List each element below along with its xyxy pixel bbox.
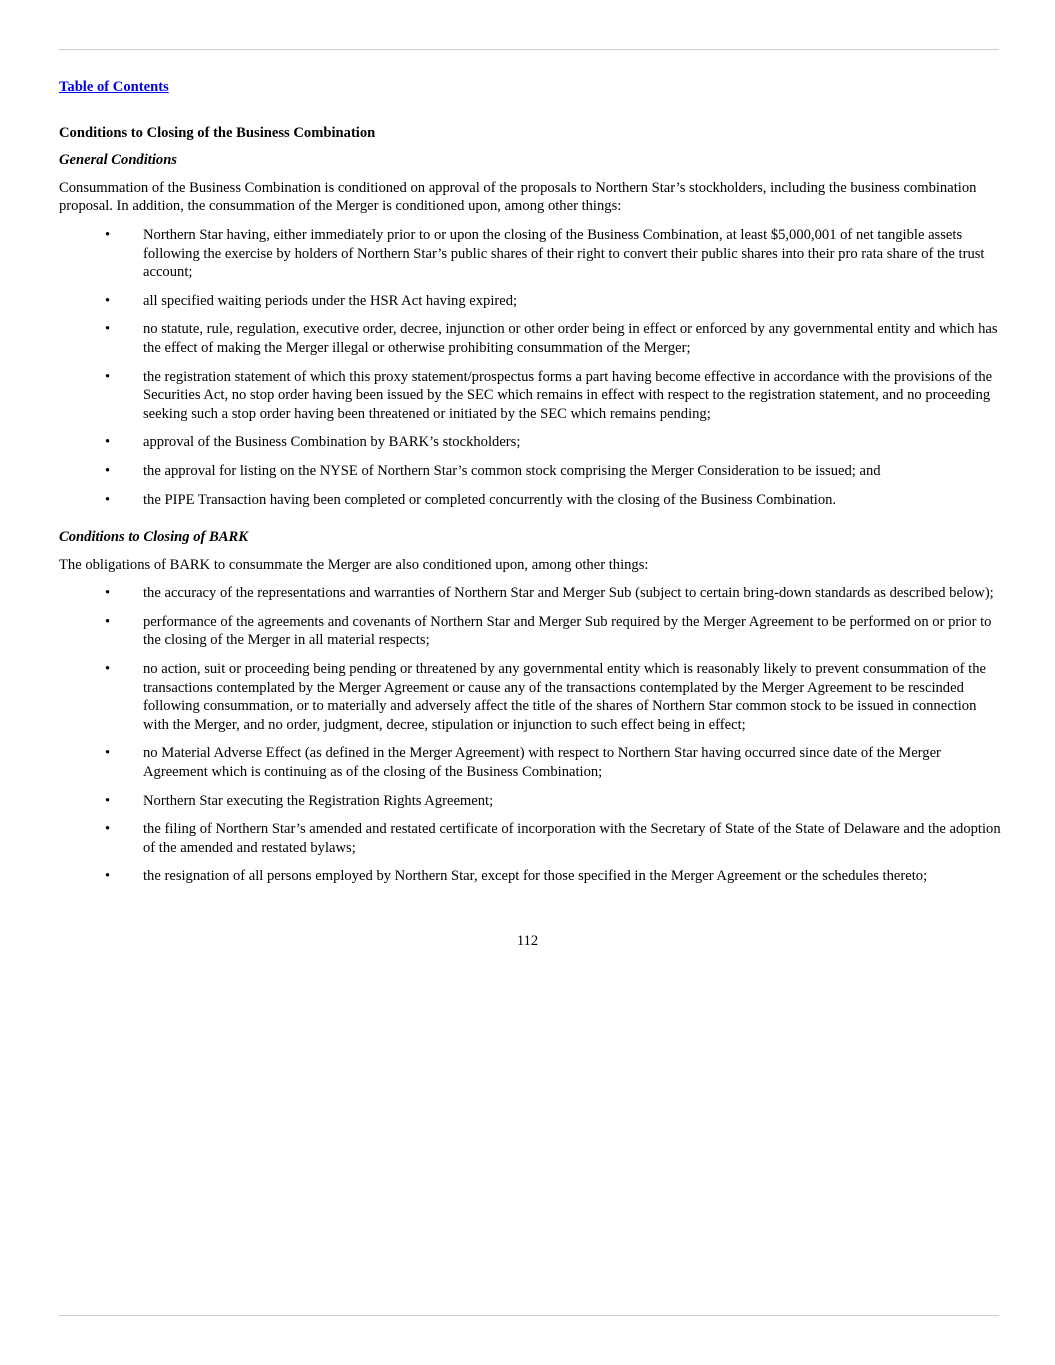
document-body [59, 76, 1005, 886]
bullet-icon: • [105, 661, 111, 678]
list-item-text: performance of the agreements and covenants of Northern Star and Merger Sub required by the Merger Agreement to be performed on or prior to the closing of the Merger in all material respects; [143, 613, 992, 649]
list-item-text: approval of the Business Combination by BARK’s stockholders; [143, 434, 521, 451]
list-item [59, 584, 1005, 603]
bullet-icon: • [105, 368, 111, 385]
bark-conditions-heading: Conditions to Closing of BARK [59, 529, 248, 546]
bullet-icon: • [105, 868, 111, 885]
bullet-icon: • [105, 462, 111, 479]
list-item-text: Northern Star executing the Registration Rights Agreement; [143, 792, 494, 809]
list-item-text: no statute, rule, regulation, executive order, decree, injunction or other order being in effect or enforced by any governmental entity and which has the effect of making the Merger illegal or otherwise prohibiting consummation of the Merger; [143, 321, 998, 356]
bullet-icon: • [105, 792, 111, 809]
list-item-text: no action, suit or proceeding being pending or threatened by any governmental entity which is reasonably likely to prevent consummation of the transactions contemplated by the Merger Agreement or cause any of the transactions contemplated by the Merger Agreement to be rescinded following consummation, or to materially and adversely affect the title of the shares of Northern Star common stock to be issued in connection with the Merger, and no order, judgment, decree, stipulation or injunction to such effect being in effect; [143, 661, 986, 733]
list-item [59, 744, 1005, 781]
list-item [59, 613, 1005, 650]
bullet-icon: • [105, 434, 111, 451]
bullet-icon: • [105, 745, 111, 762]
list-item [59, 433, 1005, 452]
list-item-text: the filing of Northern Star’s amended and restated certificate of incorporation with the Secretary of State of the State of Delaware and the adoption of the amended and restated bylaws; [143, 821, 1001, 856]
list-item-text: the PIPE Transaction having been completed or completed concurrently with the closing of the Business Combination. [143, 491, 837, 508]
bark-conditions-list [59, 584, 1005, 886]
list-item-text: all specified waiting periods under the HSR Act having expired; [143, 292, 518, 309]
bark-conditions-intro: The obligations of BARK to consummate the Merger are also conditioned upon, among other things: [59, 556, 649, 573]
general-conditions-heading: General Conditions [59, 152, 177, 169]
general-conditions-intro: Consummation of the Business Combination is conditioned on approval of the proposals to Northern Star’s stockholders, including the business combination proposal. In addition, the consummation of the Merger is conditioned upon, among other things: [59, 179, 977, 215]
bullet-icon: • [105, 321, 111, 338]
list-item [59, 660, 1005, 734]
list-item [59, 320, 1005, 357]
bullet-icon: • [105, 821, 111, 838]
list-item-text: the approval for listing on the NYSE of Northern Star’s common stock comprising the Merger Consideration to be issued; and [143, 462, 881, 479]
bottom-divider [59, 1315, 999, 1316]
page-number: 112 [516, 933, 539, 949]
top-divider [59, 49, 999, 50]
bullet-icon: • [105, 585, 111, 602]
table-of-contents-link[interactable]: Table of Contents [59, 79, 169, 95]
list-item [59, 292, 1005, 311]
section-title: Conditions to Closing of the Business Combination [59, 124, 376, 141]
list-item-text: Northern Star having, either immediately prior to or upon the closing of the Business Combination, at least $5,000,001 of net tangible assets following the exercise by holders of Northern Star’s public shares of their right to convert their public shares into their pro rata share of the trust account; [143, 226, 985, 281]
bullet-icon: • [105, 226, 111, 243]
bullet-icon: • [105, 613, 111, 630]
list-item-text: the registration statement of which this proxy statement/prospectus forms a part having become effective in accordance with the provisions of the Securities Act, no stop order having been issued by the SEC which remains in effect with respect to the registration statement, and no proceeding seeking such a stop order having been threatened or initiated by the SEC which remains pending; [143, 368, 993, 422]
list-item [59, 867, 1005, 886]
bullet-icon: • [105, 292, 111, 309]
list-item [59, 792, 1005, 811]
list-item [59, 226, 1005, 282]
list-item [59, 462, 1005, 481]
bullet-icon: • [105, 491, 111, 508]
general-conditions-list [59, 226, 1005, 509]
list-item-text: no Material Adverse Effect (as defined in the Merger Agreement) with respect to Northern Star having occurred since date of the Merger Agreement which is continuing as of the closing of the Business Combination; [143, 745, 941, 781]
list-item-text: the accuracy of the representations and warranties of Northern Star and Merger Sub (subject to certain bring-down standards as described below); [143, 585, 994, 602]
list-item-text: the resignation of all persons employed by Northern Star, except for those specified in the Merger Agreement or the schedules thereto; [143, 868, 928, 885]
list-item [59, 491, 1005, 510]
list-item [59, 820, 1005, 857]
list-item [59, 368, 1005, 424]
